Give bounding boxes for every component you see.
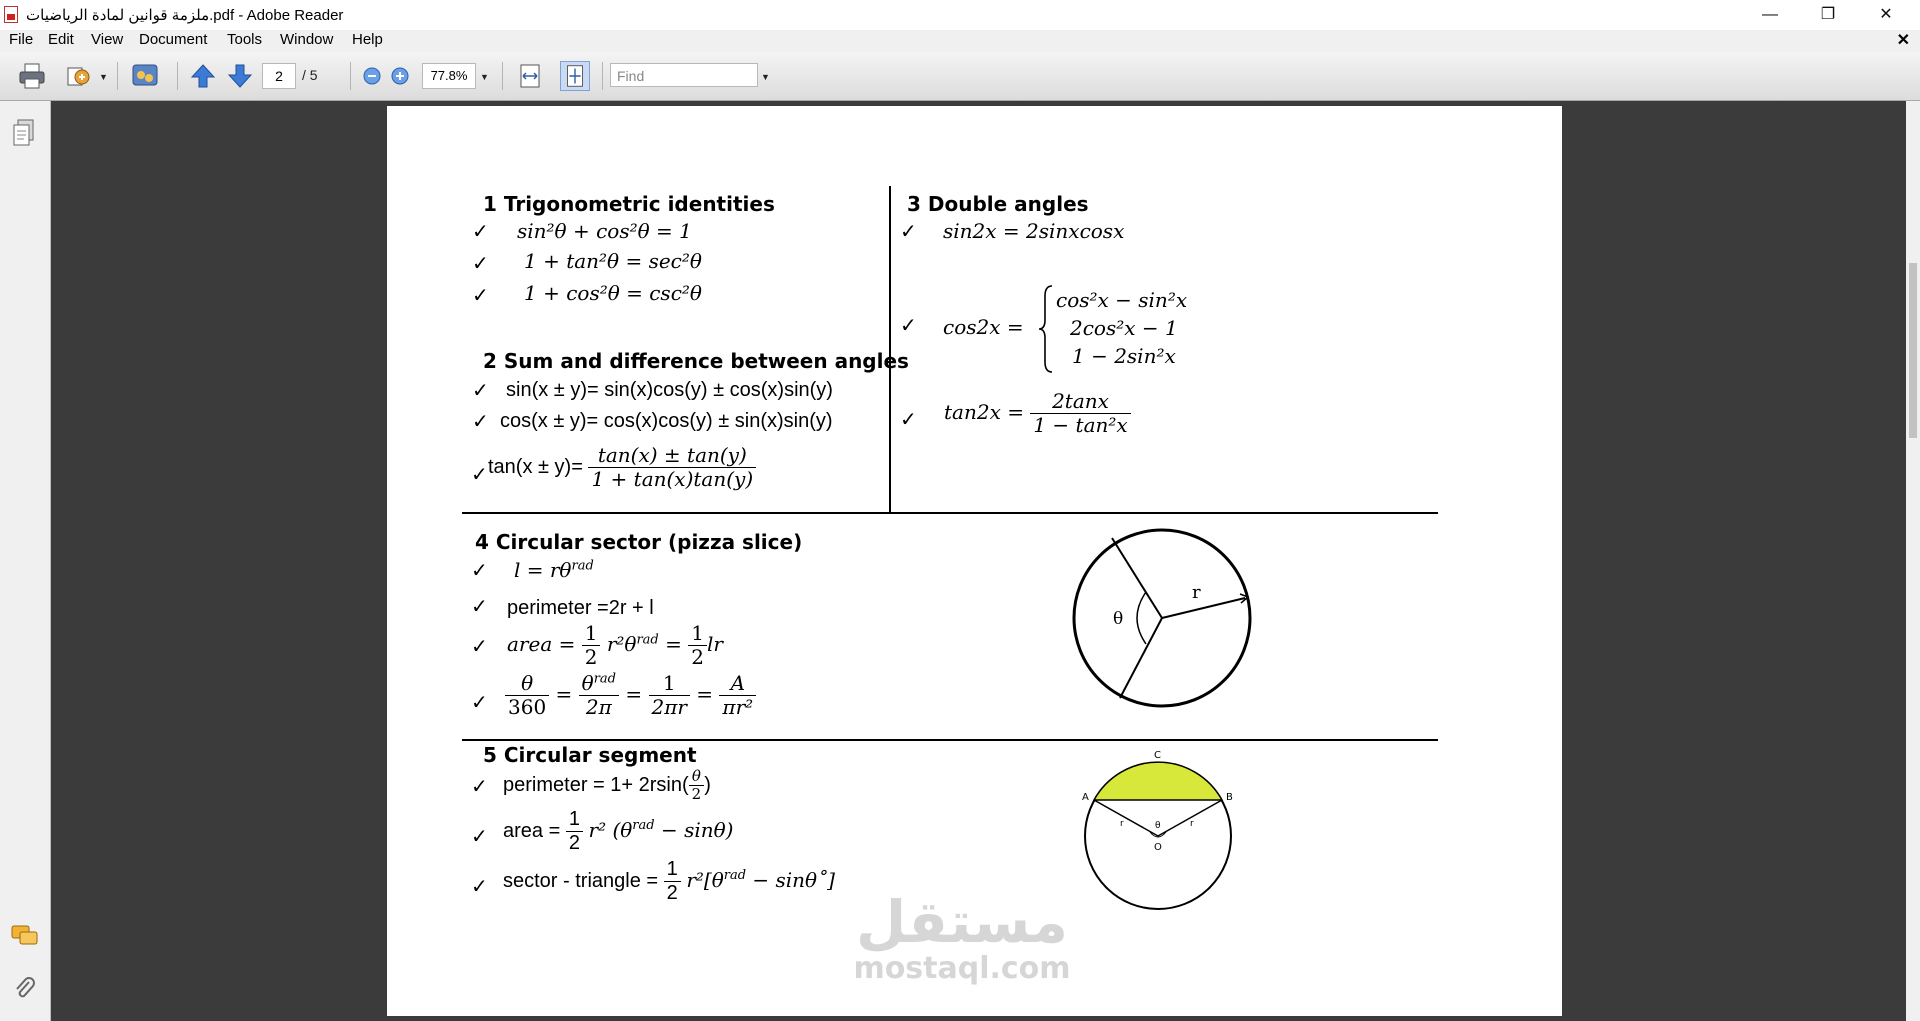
toolbar-separator xyxy=(117,62,118,90)
fraction-numerator: 1 xyxy=(566,808,583,832)
formula-sector-triangle-end: − sinθ˚] xyxy=(746,867,835,892)
share-dropdown-chevron-icon[interactable]: ▼ xyxy=(99,72,108,82)
checkmark-icon: ✓ xyxy=(472,411,489,433)
share-icon[interactable] xyxy=(63,61,93,91)
fraction-numerator: A xyxy=(719,672,756,696)
toolbar-separator xyxy=(177,62,178,90)
checkmark-icon: ✓ xyxy=(472,221,489,243)
formula-sector-triangle-right: r²[θ xyxy=(686,867,724,892)
zoom-level-select[interactable]: 77.8% xyxy=(422,63,476,89)
formula-cos-csc: 1 + cos²θ = csc²θ xyxy=(524,281,702,305)
zoom-dropdown-chevron-icon[interactable]: ▼ xyxy=(480,72,489,82)
zoom-in-icon[interactable] xyxy=(385,61,415,91)
vertical-scrollbar[interactable] xyxy=(1906,101,1920,1021)
formula-cos2x-case-3: 1 − 2sin²x xyxy=(1072,344,1176,368)
formula-arc-length xyxy=(514,558,594,582)
equals-sign: = xyxy=(696,682,714,706)
fraction-denominator: 2 xyxy=(568,832,580,854)
segment-highlight xyxy=(1094,762,1222,800)
formula-segment-perimeter xyxy=(503,768,711,804)
fraction-denominator: 1 − tan²x xyxy=(1033,413,1128,437)
checkmark-icon: ✓ xyxy=(472,285,489,307)
circular-sector-figure xyxy=(1070,526,1254,710)
formula-sin-sum: sin(x ± y)= sin(x)cos(y) ± cos(x)sin(y) xyxy=(506,379,833,401)
formula-area-end: − sinθ) xyxy=(654,817,734,842)
fraction xyxy=(688,622,707,669)
formula-cos2x-case-2: 2cos²x − 1 xyxy=(1070,316,1178,340)
checkmark-icon: ✓ xyxy=(472,253,489,275)
fraction xyxy=(505,672,549,719)
toolbar-separator xyxy=(350,62,351,90)
fraction-denominator: 2 xyxy=(691,785,702,804)
fraction-denominator: 2πr xyxy=(651,695,687,719)
section-title-trig-identities: 1 Trigonometric identities xyxy=(483,192,775,216)
maximize-button[interactable]: ❐ xyxy=(1820,6,1836,23)
menu-tools[interactable]: Tools xyxy=(227,31,263,48)
page-number-input[interactable]: 2 xyxy=(262,63,296,89)
superscript: rad xyxy=(723,868,747,884)
fraction-denominator: 2π xyxy=(585,695,612,719)
formula-tan2x xyxy=(944,390,1131,437)
checkmark-icon: ✓ xyxy=(471,776,488,798)
formula-segment-area xyxy=(503,808,733,855)
fraction xyxy=(566,808,583,855)
segment-point-b: B xyxy=(1226,792,1233,803)
menu-view[interactable]: View xyxy=(91,31,124,48)
section-divider xyxy=(462,512,1438,514)
toolbar-separator xyxy=(602,62,603,90)
segment-center-o: O xyxy=(1154,842,1162,853)
section-title-double-angles: 3 Double angles xyxy=(907,192,1089,216)
fraction-numerator: θ xyxy=(689,768,705,786)
pdf-page xyxy=(387,106,1562,1016)
checkmark-icon: ✓ xyxy=(900,315,917,337)
fraction xyxy=(579,672,619,719)
segment-angle-label: θ xyxy=(1155,821,1161,831)
formula-sector-perimeter: perimeter =2r + l xyxy=(507,597,654,619)
comments-panel-icon[interactable] xyxy=(10,923,40,949)
fraction xyxy=(1030,390,1130,437)
circular-segment-figure xyxy=(1080,748,1236,910)
close-document-button[interactable]: ✕ xyxy=(1896,32,1910,49)
minimize-button[interactable]: — xyxy=(1762,6,1778,23)
checkmark-icon: ✓ xyxy=(471,876,488,898)
attachments-paperclip-icon[interactable] xyxy=(11,974,37,1004)
segment-radius-label: r xyxy=(1120,819,1124,829)
checkmark-icon: ✓ xyxy=(471,596,488,618)
formula-tan-sum xyxy=(488,444,756,491)
fraction-denominator: 2 xyxy=(584,645,598,669)
fraction-numerator: 1 xyxy=(664,858,681,882)
checkmark-icon: ✓ xyxy=(471,692,488,714)
menu-edit[interactable]: Edit xyxy=(48,31,74,48)
watermark xyxy=(842,888,1082,986)
fit-width-icon[interactable] xyxy=(515,61,545,91)
formula-area-lhs: area = xyxy=(503,819,561,842)
fraction-denominator: 2 xyxy=(666,882,678,904)
print-icon[interactable] xyxy=(17,61,47,91)
superscript: rad xyxy=(571,558,594,574)
checkmark-icon: ✓ xyxy=(471,826,488,848)
fraction xyxy=(588,444,756,491)
find-input[interactable]: Find xyxy=(610,63,758,87)
pdf-file-icon xyxy=(4,6,18,23)
sector-angle-label: θ xyxy=(1113,609,1124,629)
sector-radius-label: r xyxy=(1192,582,1201,603)
checkmark-icon: ✓ xyxy=(471,560,488,582)
collaborate-icon[interactable] xyxy=(130,61,160,91)
formula-cos2x-case-1: cos²x − sin²x xyxy=(1056,288,1188,312)
toolbar-separator xyxy=(502,62,503,90)
formula-cos2x-lhs: cos2x = xyxy=(943,315,1024,339)
page-total: / 5 xyxy=(302,67,318,83)
formula-sector-triangle-lhs: sector - triangle = xyxy=(503,869,659,892)
segment-point-a: A xyxy=(1082,792,1089,803)
toolbar xyxy=(0,52,1920,101)
fraction-denominator: 360 xyxy=(508,695,547,719)
equals-sign: = xyxy=(555,682,573,706)
fit-page-icon[interactable] xyxy=(560,61,590,91)
checkmark-icon: ✓ xyxy=(900,409,917,431)
formula-arc-length-text: l = rθ xyxy=(514,558,572,582)
formula-sector-ratios xyxy=(505,672,756,719)
formula-tan-sum-lhs: tan(x ± y)= xyxy=(488,455,583,478)
formula-tan2x-lhs: tan2x = xyxy=(944,400,1024,424)
formula-sector-minus-triangle xyxy=(503,858,835,905)
fraction-numerator xyxy=(579,672,619,696)
scrollbar-thumb[interactable] xyxy=(1909,263,1917,438)
checkmark-icon: ✓ xyxy=(472,380,489,402)
fraction-denominator: 1 + tan(x)tan(y) xyxy=(591,467,754,491)
fraction-numerator: 1 xyxy=(582,622,601,646)
superscript: rad xyxy=(632,818,655,834)
menu-file[interactable]: File xyxy=(9,31,34,48)
segment-radius-label: r xyxy=(1190,819,1194,829)
superscript: rad xyxy=(593,671,617,687)
title-bar xyxy=(0,0,1920,31)
zoom-out-icon[interactable] xyxy=(357,61,387,91)
fraction-numerator: tan(x) ± tan(y) xyxy=(588,444,756,468)
watermark-latin: mostaql.com xyxy=(853,951,1071,986)
watermark-arabic: مستقل xyxy=(855,888,1069,956)
fraction-numerator: 1 xyxy=(649,672,690,696)
formula-cos-sum: cos(x ± y)= cos(x)cos(y) ± sin(x)sin(y) xyxy=(500,410,833,432)
formula-perimeter-left: perimeter = 1+ 2rsin( xyxy=(503,774,689,797)
segment-point-c: C xyxy=(1154,750,1161,761)
formula-area-right: r² (θ xyxy=(588,817,633,842)
formula-area-mid: r²θ xyxy=(606,632,637,656)
fraction-denominator: πr² xyxy=(722,695,754,719)
equals-sign: = xyxy=(625,682,643,706)
fraction xyxy=(582,622,601,669)
section-title-circular-sector: 4 Circular sector (pizza slice) xyxy=(475,530,803,554)
section-title-sum-difference: 2 Sum and difference between angles xyxy=(483,349,909,373)
formula-perimeter-right: ) xyxy=(704,774,711,797)
fraction xyxy=(664,858,681,905)
formula-area-lhs: area = xyxy=(507,632,576,656)
window-title: ملزمة قوانين لمادة الرياضيات.pdf - Adobe Reader xyxy=(26,7,344,24)
next-page-arrow-down-icon[interactable] xyxy=(225,61,255,91)
checkmark-icon: ✓ xyxy=(471,636,488,658)
numerator-text: θ xyxy=(581,671,594,695)
section-title-circular-segment: 5 Circular segment xyxy=(483,743,697,767)
fraction-denominator: 2 xyxy=(691,645,704,669)
fraction-numerator: 2tanx xyxy=(1030,390,1130,414)
equals-sign: = xyxy=(665,632,682,656)
menu-window[interactable]: Window xyxy=(280,31,334,48)
formula-pythagorean: sin²θ + cos²θ = 1 xyxy=(517,219,692,243)
curly-brace xyxy=(1037,284,1055,374)
formula-sin2x: sin2x = 2sinxcosx xyxy=(943,219,1125,243)
checkmark-icon: ✓ xyxy=(471,464,488,486)
menu-help[interactable]: Help xyxy=(352,31,383,48)
fraction-numerator: θ xyxy=(505,672,549,696)
navigation-panel xyxy=(0,101,51,1021)
menu-bar xyxy=(0,30,1920,52)
superscript: rad xyxy=(636,632,659,648)
formula-area-end: lr xyxy=(706,632,723,656)
pages-panel-icon[interactable] xyxy=(11,118,37,148)
checkmark-icon: ✓ xyxy=(900,221,917,243)
fraction-numerator: 1 xyxy=(688,622,707,646)
previous-page-arrow-up-icon[interactable] xyxy=(188,61,218,91)
formula-sector-area xyxy=(507,622,723,669)
section-divider xyxy=(462,739,1438,741)
fraction xyxy=(719,672,756,719)
fraction xyxy=(689,768,705,804)
formula-tan-sec: 1 + tan²θ = sec²θ xyxy=(524,249,702,273)
menu-document[interactable]: Document xyxy=(139,31,208,48)
fraction xyxy=(649,672,690,719)
find-dropdown-chevron-icon[interactable]: ▼ xyxy=(761,72,770,82)
close-window-button[interactable]: ✕ xyxy=(1879,6,1893,23)
